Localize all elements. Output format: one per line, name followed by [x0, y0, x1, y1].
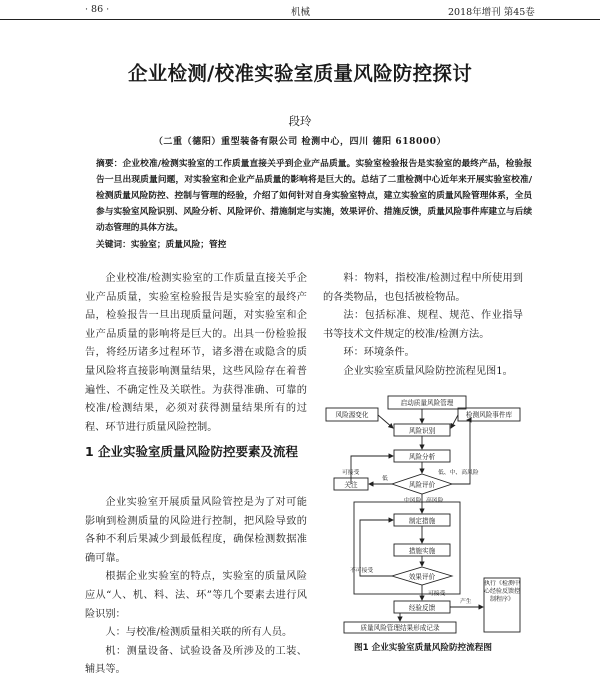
flow-node-measure: 制定措施	[408, 517, 436, 525]
flow-node-event-db: 检测风险事件库	[465, 411, 513, 419]
flow-node-init: 启动质量风险管理	[400, 399, 454, 407]
article-title: 企业检测/校准实验室质量风险防控探讨	[127, 62, 473, 85]
flow-label-unacceptable: 不可接受	[350, 568, 374, 574]
intro-text: 企业校准/检测实验室的工作质量直接关乎企业产品质量，实验室检验报告是实验室的最终产品，检验报告一旦出现质量问题，对实验室和企业产品质量的影响将是巨大的。出具一份检验报告，将经历诸多过程环节，诸多潜在或隐含的质量风险将直接影响测量结果，这些风险存在着普遍性、不确定性及关联性。为获得准确、可靠的校准/检测结果，必须对获得测量结果所有的过程、环节进行质量风险控制。	[85, 273, 307, 433]
section-1-para: 企业实验室开展质量风险管控是为了对可能影响到检测质量的风险进行控制，把风险导致的各种不利后果减少到最低程度，确保检测数据准确可靠。	[85, 497, 307, 564]
keywords	[96, 238, 532, 250]
flow-label-generate: 产生	[460, 599, 472, 605]
page-number: · 86 ·	[85, 4, 110, 15]
abstract-label: 摘要：	[96, 159, 123, 169]
flow-label-mid-high: 低、中、高风险	[438, 470, 479, 476]
figure-reference: 企业实验室质量风险防控流程见图1。	[343, 365, 513, 377]
right-column-body	[323, 270, 523, 382]
author-affiliation: （二重（德阳）重型装备有限公司 检测中心，四川 德阳 618000）	[153, 137, 447, 147]
flow-node-identify: 风险识别	[408, 427, 436, 435]
section-1-para: 根据企业实验室的特点，实验室的质量风险应从“人、机、料、法、环”等几个要素去进行风险识别：	[85, 571, 307, 620]
flow-label-acceptable: 可接受	[342, 470, 360, 476]
section-1-para: 机：测量设备、试验设备及所涉及的工装、辅具等。	[85, 645, 307, 676]
flow-label-low: 低	[382, 476, 388, 482]
flow-node-accept: 关注	[344, 481, 358, 489]
section-1-heading: 1 企业实验室质量风险防控要素及流程	[85, 444, 299, 459]
flow-node-implement: 措施实施	[408, 547, 436, 555]
flow-label-high: 高风险	[426, 498, 444, 504]
flow-node-feedback: 经验反馈	[408, 604, 436, 612]
issue-info: 2018年增刊 第45卷	[448, 7, 535, 18]
article-author: 段玲	[288, 114, 312, 128]
factor-method: 法：包括标准、规程、规范、作业指导书等技术文件规定的校准/检测方法。	[323, 310, 523, 340]
header-rule	[0, 19, 600, 20]
flow-node-record: 质量风险管理结果形成记录	[360, 624, 440, 632]
flow-label-acceptable-2: 可接受	[428, 591, 446, 597]
factor-environment: 环：环境条件。	[343, 347, 415, 359]
factor-material: 料：物料，指校准/检测过程中所使用到的各类物品，也包括被检物品。	[323, 273, 523, 303]
flow-node-analyze: 风险分析	[408, 453, 436, 461]
journal-name: 机械	[291, 7, 311, 18]
intro-paragraph	[85, 270, 307, 437]
keywords-text: 实验室；质量风险；管控	[130, 240, 227, 250]
flow-node-execute: 执行《检测中心经验反馈控制程序》	[484, 580, 520, 603]
abstract-text: 企业校准/检测实验室的工作质量直接关乎到企业产品质量。实验室检验报告是实验室的最终产品，检验报告一旦出现质量问题，对实验室和企业产品质量的影响将是巨大的。总结了二重检测中心近年来开展实验室校准/检测质量风险防控、控制与管理的经验，介绍了如何针对自身实验室特点，建立实验室的质量风险管理体系，全员参与实验室风险识别、风险分析、风险评价、措施制定与实施，效果评价、措施反馈，质量风险事件库建立与后续动态管理的具体方法。	[96, 159, 532, 233]
keywords-label: 关键词：	[96, 240, 131, 250]
abstract	[96, 156, 532, 236]
running-header	[0, 0, 600, 22]
section-1-para: 人：与校准/检测质量相关联的所有人员。	[105, 627, 293, 639]
risk-control-flowchart	[320, 390, 530, 638]
flow-node-evaluate: 风险评价	[408, 481, 436, 489]
figure-caption: 图1 企业实验室质量风险防控流程图	[354, 643, 492, 653]
flow-node-effect: 效果评价	[408, 573, 436, 581]
section-1-body	[85, 494, 307, 680]
flow-node-change: 风险源变化	[335, 411, 369, 419]
flow-label-mid: 中风险	[404, 498, 422, 504]
